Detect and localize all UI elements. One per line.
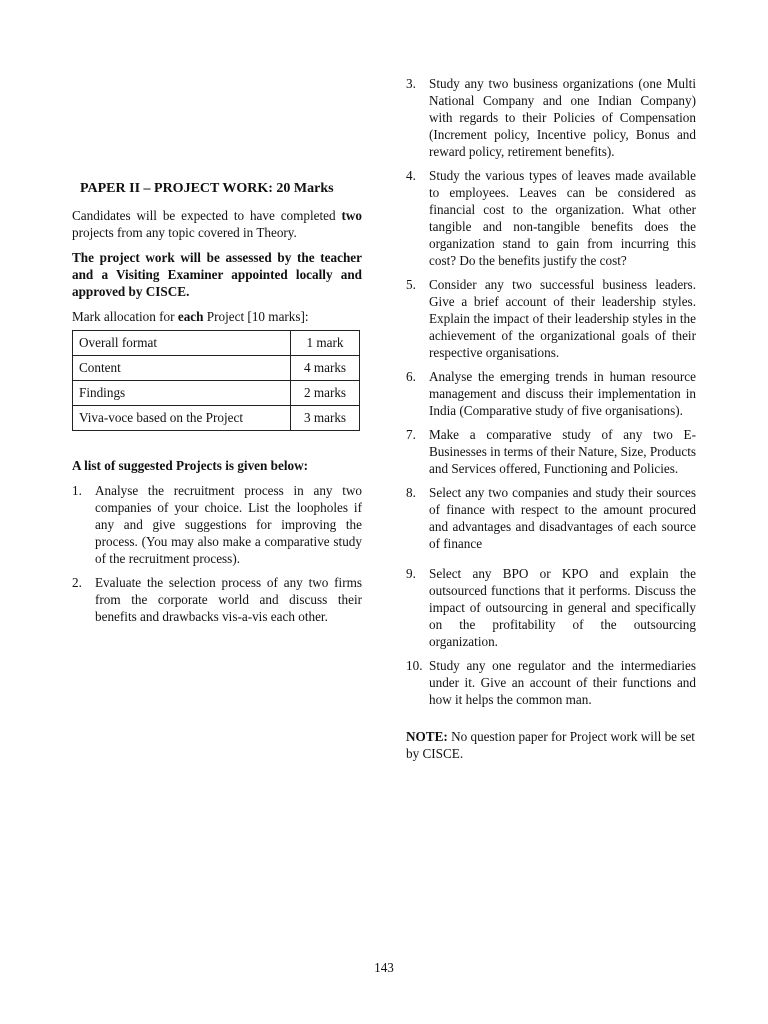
component-cell: Content [73, 356, 291, 381]
item-text: Analyse the emerging trends in human resource management and discuss their implementation in India (Comparative study of five organisations). [429, 369, 696, 418]
component-cell: Viva-voce based on the Project [73, 406, 291, 431]
section-title: PAPER II – PROJECT WORK: 20 Marks [80, 181, 334, 196]
list-item [406, 276, 696, 361]
list-item [406, 75, 696, 160]
item-number: 5. [406, 277, 416, 292]
project-list-heading: A list of suggested Projects is given below: [72, 458, 309, 473]
item-number: 9. [406, 566, 416, 581]
item-text: Select any two companies and study their sources of finance with respect to the amount procured and advantages and disadvantages of each source of finance [429, 485, 696, 551]
note-label: NOTE: [406, 729, 448, 744]
item-number: 2. [72, 575, 82, 590]
item-text: Study any two business organizations (one Multi National Company and one Indian Company) with regards to their Policies of Compensation (Increment policy, Incentive policy, Bonus and reward policy, retirement benefits). [429, 76, 696, 159]
list-item [406, 565, 696, 650]
intro-bold: two [341, 208, 362, 223]
intro-text-end: projects from any topic covered in Theory. [72, 225, 297, 240]
item-number: 4. [406, 168, 416, 183]
left-column [72, 180, 362, 632]
item-text: Make a comparative study of any two E-Businesses in terms of their Nature, Size, Products and Services offered, Functioning and Policies. [429, 427, 697, 476]
list-item [406, 167, 696, 269]
page-number: 143 [374, 960, 394, 975]
marks-cell: 3 marks [291, 406, 360, 431]
table-row [73, 381, 360, 406]
list-item [72, 574, 362, 625]
list-item [72, 482, 362, 567]
item-number: 10. [406, 658, 423, 673]
note-text: No question paper for Project work will be set by CISCE. [406, 729, 695, 761]
item-text: Consider any two successful business leaders. Give a brief account of their leadership styles. Explain the impact of their leadership styles in the achievement of the organizational goals of their respective organisations. [429, 277, 696, 360]
item-number: 3. [406, 76, 416, 91]
item-number: 6. [406, 369, 416, 384]
component-cell: Findings [73, 381, 291, 406]
item-text: Select any BPO or KPO and explain the outsourced functions that it performs. Discuss the impact of outsourcing in general and specifically on the profitability of the outsourcing organization. [429, 566, 696, 649]
project-list-left [72, 482, 362, 625]
right-column [406, 75, 696, 762]
marks-table [72, 330, 360, 431]
list-item [406, 484, 696, 552]
allocation-text: Mark allocation for [72, 309, 178, 324]
table-row [73, 406, 360, 431]
table-row [73, 356, 360, 381]
allocation-text-end: Project [10 marks]: [203, 309, 309, 324]
item-text: Analyse the recruitment process in any two companies of your choice. List the loopholes if any and give suggestions for improving the process. (You may also make a comparative study of the recruitment process). [95, 483, 362, 566]
marks-cell: 4 marks [291, 356, 360, 381]
intro-paragraph [72, 207, 362, 241]
item-text: Evaluate the selection process of any two firms from the corporate world and discuss their benefits and drawbacks vis-a-vis each other. [95, 575, 362, 624]
project-list-right [406, 75, 696, 708]
list-item [406, 368, 696, 419]
item-number: 1. [72, 483, 82, 498]
intro-text: Candidates will be expected to have completed [72, 208, 342, 223]
marks-cell: 1 mark [291, 331, 360, 356]
component-cell: Overall format [73, 331, 291, 356]
note-paragraph [406, 728, 696, 762]
allocation-paragraph [72, 308, 362, 325]
item-number: 7. [406, 427, 416, 442]
list-item [406, 426, 696, 477]
list-item [406, 657, 696, 708]
item-text: Study the various types of leaves made available to employees. Leaves can be considered as financial cost to the organization. What other tangible and non-tangible benefits does the organization stand to gain from incurring this cost? Do the benefits justify the cost? [429, 168, 696, 268]
marks-cell: 2 marks [291, 381, 360, 406]
assessment-text: The project work will be assessed by the teacher and a Visiting Examiner appointed locally and approved by CISCE. [72, 250, 362, 299]
table-row [73, 331, 360, 356]
item-number: 8. [406, 485, 416, 500]
item-text: Study any one regulator and the intermediaries under it. Give an account of their functions and how it helps the common man. [429, 658, 696, 707]
allocation-bold: each [177, 309, 204, 324]
assessment-paragraph [72, 249, 362, 300]
